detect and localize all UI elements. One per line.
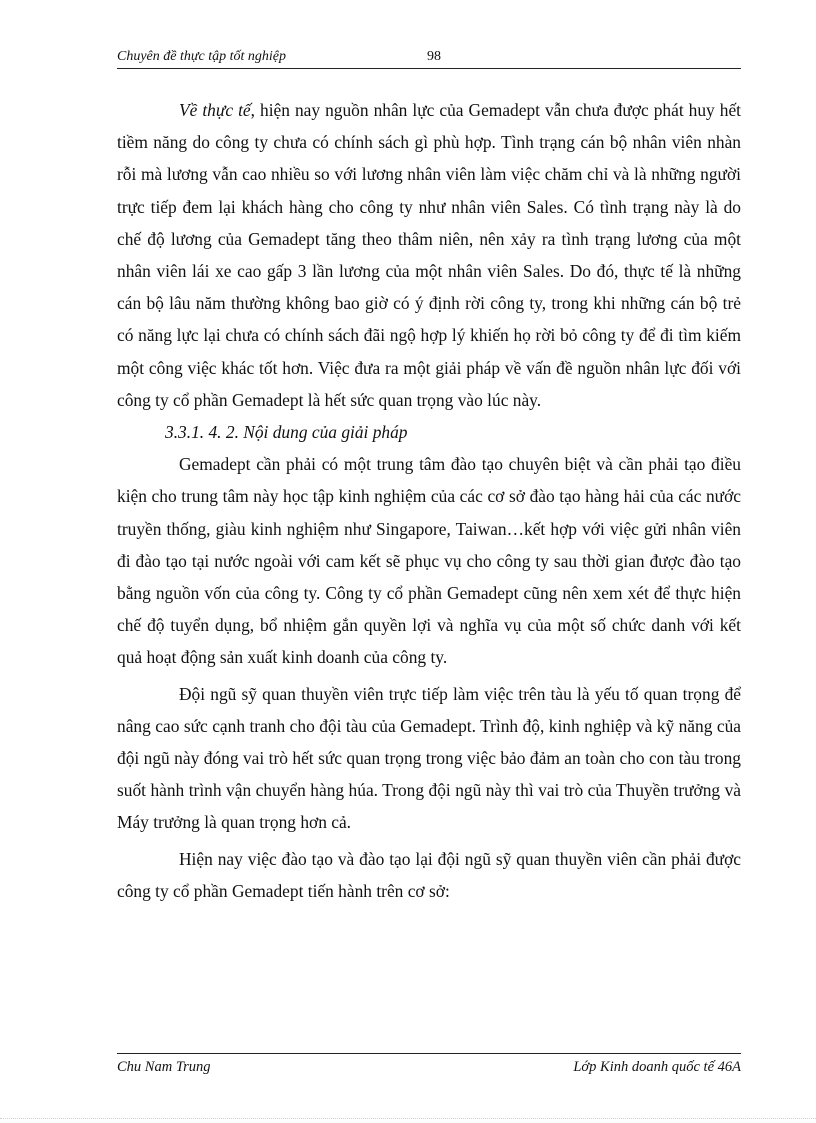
page-header [117, 48, 741, 69]
document-body [117, 94, 741, 907]
paragraph-reality [117, 94, 741, 416]
paragraph-lead: Về thực tế [179, 100, 251, 120]
footer-author: Chu Nam Trung [117, 1059, 211, 1075]
paragraph-text: , hiện nay nguồn nhân lực của Gemadept vẫn chưa được phát huy hết tiềm năng do công ty chưa có chính sách gì phù hợp. Tình trạng cán bộ nhân viên nhàn rỗi mà lương vẫn cao nhiều so với lương nhân viên làm việc chăm chỉ và là những người trực tiếp đem lại khách hàng cho công ty như nhân viên Sales. Có tình trạng này là do chế độ lương của Gemadept tăng theo thâm niên, nên xảy ra tình trạng lương của một nhân viên lái xe cao gấp 3 lần lương của một nhân viên Sales. Do đó, thực tế là những cán bộ lâu năm thường không bao giờ có ý định rời công ty, trong khi những cán bộ trẻ có năng lực lại chưa có chính sách đãi ngộ hợp lý khiến họ rời bỏ công ty để đi tìm kiếm một công việc khác tốt hơn. Việc đưa ra một giải pháp về vấn đề nguồn nhân lực đối với công ty cổ phần Gemadept là hết sức quan trọng vào lúc này. [117, 100, 742, 410]
paragraph-retraining: Hiện nay việc đào tạo và đào tạo lại đội ngũ sỹ quan thuyền viên cần phải được công ty cổ phần Gemadept tiến hành trên cơ sở: [117, 848, 741, 901]
page-number: 98 [427, 49, 441, 64]
paragraph-training-center: Gemadept cần phải có một trung tâm đào tạo chuyên biệt và cần phải tạo điều kiện cho trung tâm này học tập kinh nghiệm của các cơ sở đào tạo hàng hải của các nước truyền thống, giàu kinh nghiệm như Singapore, Taiwan…kết hợp với việc gửi nhân viên đi đào tạo tại nước ngoài với cam kết sẽ phục vụ cho công ty sau thời gian được đào tạo bằng nguồn vốn của công ty. Công ty cổ phần Gemadept cũng nên xem xét để thực hiện chế độ tuyển dụng, bổ nhiệm gắn quyền lợi và nghĩa vụ của một số chức danh với kết quả hoạt động sản xuất kinh doanh của công ty. [117, 454, 741, 668]
paragraph-crew-officers: Đội ngũ sỹ quan thuyền viên trực tiếp làm việc trên tàu là yếu tố quan trọng để nâng cao sức cạnh tranh cho đội tàu của Gemadept. Trình độ, kinh nghiệp và kỹ năng của đội ngũ này đóng vai trò hết sức quan trọng trong việc bảo đảm an toàn cho con tàu trong suốt hành trình vận chuyển hàng húa. Trong đội ngũ này thì vai trò của Thuyền trưởng và Máy trưởng là quan trọng hơn cả. [117, 683, 741, 833]
document-title: Chuyên đề thực tập tốt nghiệp [117, 49, 286, 64]
page-footer [117, 1053, 741, 1078]
page-bottom-divider [0, 1118, 816, 1119]
section-heading: 3.3.1. 4. 2. Nội dung của giải pháp [165, 422, 408, 443]
footer-class: Lớp Kinh doanh quốc tế 46A [573, 1059, 741, 1075]
